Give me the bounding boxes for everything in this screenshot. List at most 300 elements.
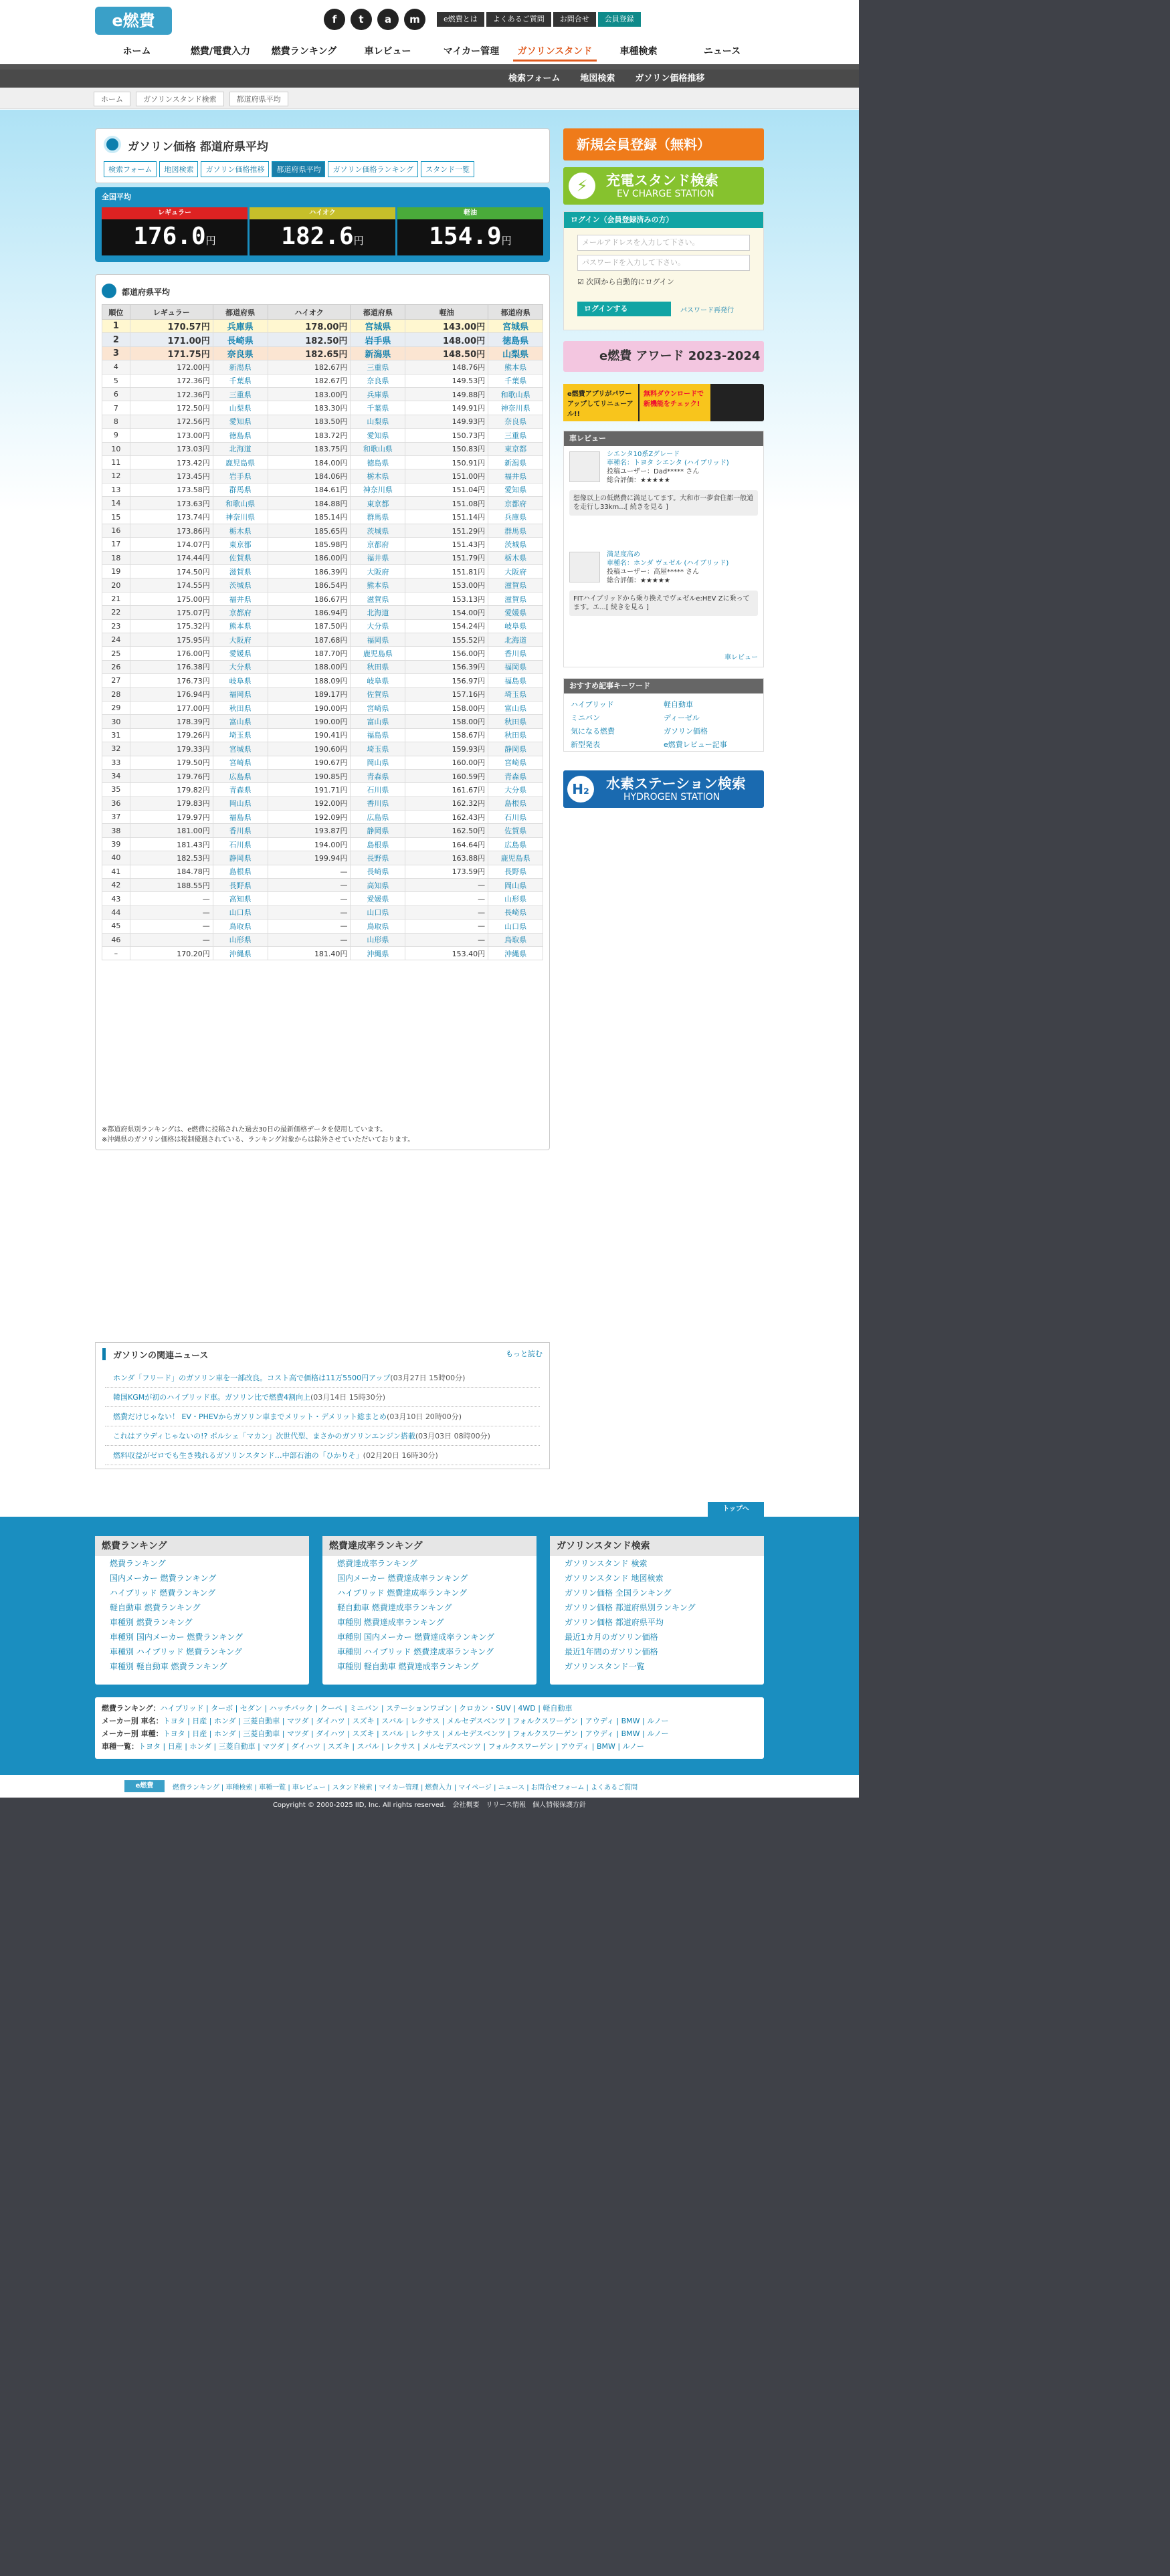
prefecture-cell[interactable]: 熊本県 — [213, 619, 268, 633]
price-cell: 186.54円 — [268, 578, 351, 592]
table-row — [102, 728, 543, 742]
prefecture-cell[interactable]: 愛媛県 — [213, 647, 268, 660]
rank-cell: 26 — [102, 660, 130, 673]
prefecture-cell[interactable]: 京都府 — [351, 538, 405, 551]
prefecture-cell[interactable]: 新潟県 — [488, 455, 543, 469]
prefecture-cell[interactable]: 秋田県 — [488, 715, 543, 728]
footer-link[interactable]: 車種別 軽自動車 燃費ランキング — [110, 1662, 227, 1671]
footer-link[interactable]: ガソリン価格 都道府県別ランキング — [565, 1603, 696, 1612]
news-item[interactable] — [105, 1388, 540, 1407]
breadcrumb-home[interactable]: ホーム — [94, 92, 130, 106]
subnav-map[interactable]: 地図検索 — [580, 74, 615, 84]
prefecture-cell[interactable]: 兵庫県 — [488, 510, 543, 524]
footer-logo[interactable]: e燃費 — [124, 1780, 165, 1792]
nav-home[interactable]: ホーム — [122, 46, 151, 57]
footer-link[interactable]: ガソリン価格 都道府県平均 — [565, 1618, 664, 1627]
table-row — [102, 687, 543, 701]
news-item[interactable] — [105, 1446, 540, 1465]
prefecture-cell[interactable]: 山口県 — [488, 920, 543, 933]
rank-cell: 33 — [102, 756, 130, 769]
review-item[interactable] — [564, 446, 763, 546]
prefecture-cell[interactable]: 熊本県 — [488, 360, 543, 374]
price-cell: 190.41円 — [268, 728, 351, 742]
prefecture-cell[interactable]: 新潟県 — [213, 360, 268, 374]
keyword-link[interactable]: 気になる燃費 — [571, 727, 615, 736]
news-headline[interactable]: 燃費だけじゃない！ EV・PHEVからガソリン車までメリット・デメリット総まとめ — [113, 1412, 387, 1421]
rank-cell: 7 — [102, 401, 130, 415]
nav-mycar[interactable]: マイカー管理 — [443, 46, 500, 57]
maker-row-links[interactable]: トヨタ | 日産 | ホンダ | 三菱自動車 | マツダ | ダイハツ | スズキ | スバル | レクサス | メルセデスベンツ | フォルクスワーゲン | アウディ | BMW | ルノー — [163, 1729, 669, 1738]
prefecture-cell[interactable]: 静岡県 — [213, 851, 268, 865]
app-renewal-text: e燃費アプリがパワーアップしてリニューアル!! — [563, 384, 638, 421]
hydrogen-banner[interactable] — [563, 770, 764, 808]
regular-unit: 円 — [205, 235, 216, 247]
footer-link[interactable]: 軽自動車 燃費ランキング — [110, 1603, 201, 1612]
prefecture-cell[interactable]: 宮城県 — [213, 742, 268, 756]
prefecture-cell[interactable]: 京都府 — [488, 497, 543, 510]
prefecture-cell[interactable]: 三重県 — [488, 429, 543, 442]
price-cell: 183.30円 — [268, 401, 351, 415]
prefecture-cell[interactable]: 長崎県 — [351, 865, 405, 878]
prefecture-cell[interactable]: 秋田県 — [351, 660, 405, 673]
nav-fuel-input[interactable]: 燃費/電費入力 — [190, 46, 251, 57]
award-banner[interactable]: e燃費 アワード 2023-2024 — [563, 341, 764, 372]
prefecture-cell[interactable]: 宮城県 — [488, 320, 543, 333]
high-label: ハイオク — [250, 207, 395, 219]
prefecture-cell[interactable]: 鳥取県 — [213, 920, 268, 933]
rank-cell: 39 — [102, 837, 130, 851]
keyword-link[interactable]: e燃費レビュー記事 — [664, 740, 727, 749]
price-cell: 158.00円 — [405, 715, 488, 728]
maker-row-links[interactable]: トヨタ | 日産 | ホンダ | 三菱自動車 | マツダ | ダイハツ | スズキ | スバル | レクサス | メルセデスベンツ | フォルクスワーゲン | アウディ | BMW | ルノー — [138, 1742, 644, 1751]
prefecture-cell[interactable]: 岩手県 — [351, 333, 405, 346]
subnav-price-trend[interactable]: ガソリン価格推移 — [635, 74, 705, 84]
prefecture-cell[interactable]: 青森県 — [213, 783, 268, 796]
prefecture-cell[interactable]: 埼玉県 — [213, 728, 268, 742]
prefecture-cell[interactable]: 三重県 — [213, 387, 268, 401]
price-cell: 153.13円 — [405, 592, 488, 605]
prefecture-cell[interactable]: 福岡県 — [213, 687, 268, 701]
prefecture-cell[interactable]: 鳥取県 — [488, 933, 543, 946]
keyword-link[interactable]: 新型発表 — [571, 740, 600, 749]
prefecture-cell[interactable]: 島根県 — [488, 796, 543, 810]
footer-link[interactable]: 車種別 軽自動車 燃費達成率ランキング — [337, 1662, 479, 1671]
rank-cell: 3 — [102, 346, 130, 360]
footer-link[interactable]: ガソリンスタンド一覧 — [565, 1662, 645, 1671]
prefecture-cell[interactable]: 滋賀県 — [351, 592, 405, 605]
table-row — [102, 920, 543, 933]
prefecture-cell[interactable]: 群馬県 — [351, 510, 405, 524]
avatar — [569, 552, 600, 582]
prefecture-cell[interactable]: 大阪府 — [213, 633, 268, 646]
prefecture-cell[interactable]: 沖縄県 — [351, 946, 405, 960]
contact-link[interactable]: お問合せ — [553, 12, 596, 27]
prefecture-cell[interactable]: 神奈川県 — [488, 401, 543, 415]
review-body[interactable]: 想像以上の低燃費に満足してます。大和市一夢食住都一般道を走行し33km...[ 続きを見る ] — [569, 490, 758, 516]
keyword-link[interactable]: 軽自動車 — [664, 700, 693, 709]
prefecture-cell[interactable]: 愛知県 — [213, 415, 268, 428]
prefecture-cell[interactable]: 徳島県 — [213, 429, 268, 442]
footer-link[interactable]: ハイブリッド 燃費ランキング — [110, 1588, 216, 1598]
price-cell: — — [130, 920, 213, 933]
review-car: 車種名：トヨタ シエンタ (ハイブリッド) — [607, 459, 729, 467]
prefecture-cell[interactable]: 茨城県 — [213, 578, 268, 592]
prefecture-cell[interactable]: 奈良県 — [488, 415, 543, 428]
prefecture-cell[interactable]: 千葉県 — [488, 374, 543, 387]
table-row — [102, 497, 543, 510]
prefecture-cell[interactable]: 徳島県 — [488, 333, 543, 346]
prefecture-cell[interactable]: 兵庫県 — [351, 387, 405, 401]
prefecture-cell[interactable]: 大阪府 — [488, 565, 543, 578]
register-banner[interactable]: 新規会員登録（無料） — [563, 128, 764, 160]
footer-link[interactable]: 燃費達成率ランキング — [337, 1559, 417, 1568]
prefecture-cell[interactable]: 鳥取県 — [351, 920, 405, 933]
prefecture-cell[interactable]: 山口県 — [213, 905, 268, 919]
tab-search-form[interactable]: 検索フォーム — [104, 161, 157, 177]
breadcrumb-gas[interactable]: ガソリンスタンド検索 — [136, 92, 224, 106]
price-cell: 157.16円 — [405, 687, 488, 701]
prefecture-cell[interactable]: 三重県 — [351, 360, 405, 374]
price-cell: 190.60円 — [268, 742, 351, 756]
prefecture-cell[interactable]: 山梨県 — [351, 415, 405, 428]
prefecture-cell[interactable]: 高知県 — [351, 879, 405, 892]
rank-cell: 30 — [102, 715, 130, 728]
prefecture-cell[interactable]: 岐阜県 — [488, 619, 543, 633]
prefecture-cell[interactable]: 静岡県 — [351, 824, 405, 837]
android-icon[interactable]: m — [404, 9, 425, 30]
prefecture-cell[interactable]: 東京都 — [351, 497, 405, 510]
footer-link[interactable]: 車種別 ハイブリッド 燃費達成率ランキング — [337, 1647, 494, 1656]
footer-link[interactable]: 最近1カ月のガソリン価格 — [565, 1632, 658, 1642]
news-item[interactable] — [105, 1426, 540, 1446]
prefecture-cell[interactable]: 秋田県 — [213, 701, 268, 714]
price-cell: 170.57円 — [130, 320, 213, 333]
prefecture-cell[interactable]: 京都府 — [213, 606, 268, 619]
prefecture-cell[interactable]: 神奈川県 — [351, 483, 405, 496]
tab-prefecture-average[interactable]: 都道府県平均 — [272, 161, 325, 177]
table-row — [102, 387, 543, 401]
rank-cell: 13 — [102, 483, 130, 496]
footer-link[interactable]: 車種別 国内メーカー 燃費ランキング — [110, 1632, 243, 1642]
prefecture-cell[interactable]: 大阪府 — [351, 565, 405, 578]
prefecture-cell[interactable]: 愛知県 — [488, 483, 543, 496]
footer-link[interactable]: ガソリン価格 全国ランキング — [565, 1588, 672, 1598]
prefecture-cell[interactable]: 富山県 — [351, 715, 405, 728]
prefecture-cell[interactable]: 茨城県 — [488, 538, 543, 551]
prefecture-cell[interactable]: 福岡県 — [488, 660, 543, 673]
subnav-search-form[interactable]: 検索フォーム — [508, 74, 561, 84]
faq-link[interactable]: よくあるご質問 — [486, 12, 551, 27]
tab-map[interactable]: 地図検索 — [159, 161, 198, 177]
prefecture-cell[interactable]: 神奈川県 — [213, 510, 268, 524]
nav-ranking[interactable]: 燃費ランキング — [271, 46, 337, 57]
prefecture-cell[interactable]: 群馬県 — [213, 483, 268, 496]
news-date: (02月20日 16時30分) — [363, 1451, 438, 1460]
prefecture-cell[interactable]: 東京都 — [488, 442, 543, 455]
prefecture-cell[interactable]: 山形県 — [213, 933, 268, 946]
prefecture-cell[interactable]: 愛媛県 — [488, 606, 543, 619]
prefecture-cell[interactable]: 大分県 — [351, 619, 405, 633]
keyword-link[interactable]: ディーゼル — [664, 714, 700, 722]
breadcrumb — [0, 88, 859, 109]
footer-col-heading: 燃費ランキング — [95, 1536, 309, 1556]
price-cell: 158.67円 — [405, 728, 488, 742]
footer-link[interactable]: 車種別 燃費ランキング — [110, 1618, 193, 1627]
maker-row-links[interactable]: トヨタ | 日産 | ホンダ | 三菱自動車 | マツダ | ダイハツ | スズキ | スバル | レクサス | メルセデスベンツ | フォルクスワーゲン | アウディ | BMW | ルノー — [163, 1717, 669, 1725]
prefecture-cell[interactable]: 沖縄県 — [488, 946, 543, 960]
prefecture-cell[interactable]: 島根県 — [213, 865, 268, 878]
prefecture-cell[interactable]: 北海道 — [213, 442, 268, 455]
prefecture-cell[interactable]: 宮崎県 — [488, 756, 543, 769]
prefecture-cell[interactable]: 岡山県 — [351, 756, 405, 769]
prefecture-cell[interactable]: 滋賀県 — [213, 565, 268, 578]
footer-link[interactable]: ハイブリッド 燃費達成率ランキング — [337, 1588, 468, 1598]
prefecture-cell[interactable]: 千葉県 — [213, 374, 268, 387]
prefecture-cell[interactable]: 滋賀県 — [488, 592, 543, 605]
prefecture-cell[interactable]: 佐賀県 — [213, 551, 268, 564]
prefecture-cell[interactable]: 岡山県 — [488, 879, 543, 892]
prefecture-cell[interactable]: 栃木県 — [213, 524, 268, 537]
prefecture-cell[interactable]: 埼玉県 — [351, 742, 405, 756]
footer-link[interactable]: 車種別 燃費達成率ランキング — [337, 1618, 444, 1627]
prefecture-cell[interactable]: 広島県 — [488, 837, 543, 851]
prefecture-cell[interactable]: 奈良県 — [213, 346, 268, 360]
prefecture-cell[interactable]: 福島県 — [488, 674, 543, 687]
prefecture-cell[interactable]: 岐阜県 — [213, 674, 268, 687]
charge-title: 充電スタンド検索 — [606, 173, 718, 189]
price-cell: 151.00円 — [405, 469, 488, 483]
prefecture-cell[interactable]: 静岡県 — [488, 742, 543, 756]
prefecture-cell[interactable]: 山形県 — [488, 892, 543, 905]
prefecture-cell[interactable]: 山形県 — [351, 933, 405, 946]
prefecture-cell[interactable]: 新潟県 — [351, 346, 405, 360]
prefecture-cell[interactable]: 栃木県 — [488, 551, 543, 564]
keyword-link[interactable]: ミニバン — [571, 714, 600, 722]
price-cell: 178.00円 — [268, 320, 351, 333]
prefecture-cell[interactable]: 福井県 — [351, 551, 405, 564]
prefecture-cell[interactable]: 茨城県 — [351, 524, 405, 537]
nav-review[interactable]: 車レビュー — [364, 46, 411, 57]
prefecture-cell[interactable]: 長野県 — [488, 865, 543, 878]
tab-price-trend[interactable]: ガソリン価格推移 — [201, 161, 269, 177]
price-cell: 192.09円 — [268, 811, 351, 824]
price-cell: 190.00円 — [268, 701, 351, 714]
prefecture-cell[interactable]: 鹿児島県 — [213, 455, 268, 469]
price-cell: 151.79円 — [405, 551, 488, 564]
news-more-link[interactable]: もっと読む — [506, 1350, 543, 1358]
maker-row-links[interactable]: ハイブリッド | ターボ | セダン | ハッチバック | クーペ | ミニバン | ステーションワゴン | クロカン・SUV | 4WD | 軽自動車 — [160, 1704, 573, 1713]
nav-gas-station[interactable]: ガソリンスタンド — [513, 41, 597, 62]
keyword-link[interactable]: ハイブリッド — [571, 700, 614, 709]
prefecture-cell[interactable]: 富山県 — [488, 701, 543, 714]
price-cell: 175.32円 — [130, 619, 213, 633]
nav-car-search[interactable]: 車種検索 — [619, 46, 658, 57]
news-headline[interactable]: ホンダ「フリード」のガソリン車を一部改良。コスト高で価格は11万5500円アップ — [113, 1374, 391, 1382]
prefecture-cell[interactable]: 石川県 — [351, 783, 405, 796]
news-item[interactable] — [105, 1368, 540, 1388]
prefecture-cell[interactable]: 群馬県 — [488, 524, 543, 537]
table-row — [102, 320, 543, 333]
price-cell: 174.50円 — [130, 565, 213, 578]
prefecture-cell[interactable]: 岡山県 — [213, 796, 268, 810]
maker-row — [102, 1741, 757, 1751]
prefecture-cell[interactable]: 山梨県 — [213, 401, 268, 415]
prefecture-cell[interactable]: 奈良県 — [351, 374, 405, 387]
footer-links[interactable]: 燃費ランキング | 車種検索 | 車種一覧 | 車レビュー | スタンド検索 | マイカー管理 | 燃費入力 | マイページ | ニュース | お問合せフォーム | よくあるご質問 — [173, 1784, 638, 1792]
prefecture-cell[interactable]: 石川県 — [488, 811, 543, 824]
price-cell: 173.74円 — [130, 510, 213, 524]
news-headline[interactable]: これはアウディじゃないの!? ポルシェ「マカン」次世代型、まさかのガソリンエンジン搭載 — [113, 1432, 415, 1440]
prefecture-cell[interactable]: 長野県 — [213, 879, 268, 892]
maker-row-label: 燃費ランキング： — [102, 1704, 161, 1713]
about-link[interactable]: e燃費とは — [437, 12, 484, 27]
prefecture-cell[interactable]: 秋田県 — [488, 728, 543, 742]
footer-link[interactable]: 燃費ランキング — [110, 1559, 166, 1568]
review-item[interactable] — [564, 546, 763, 647]
review-body[interactable]: FITハイブリッドから乗り換えでヴェゼルe:HEV Zに乗ってます。エ...[ 続きを見る ] — [569, 591, 758, 616]
footer-link[interactable]: ガソリンスタンド 地図検索 — [565, 1574, 664, 1583]
apple-icon[interactable]: a — [377, 9, 399, 30]
nav-news[interactable]: ニュース — [703, 46, 741, 57]
app-banner[interactable] — [563, 384, 764, 421]
prefecture-cell[interactable]: 東京都 — [213, 538, 268, 551]
prefecture-cell[interactable]: 長崎県 — [213, 333, 268, 346]
prefecture-cell[interactable]: 岩手県 — [213, 469, 268, 483]
prefecture-cell[interactable]: 北海道 — [488, 633, 543, 646]
price-cell: 148.00円 — [405, 333, 488, 346]
prefecture-cell[interactable]: 青森県 — [488, 769, 543, 782]
prefecture-cell[interactable]: 福岡県 — [351, 633, 405, 646]
prefecture-cell[interactable]: 千葉県 — [351, 401, 405, 415]
prefecture-cell[interactable]: 北海道 — [351, 606, 405, 619]
review-more-link[interactable]: 車レビュー — [724, 654, 758, 661]
prefecture-cell[interactable]: 広島県 — [351, 811, 405, 824]
price-cell: 173.00円 — [130, 429, 213, 442]
review-title[interactable]: 満足度高め — [607, 551, 640, 558]
price-cell: 156.39円 — [405, 660, 488, 673]
review-title[interactable]: シエンタ10系Zグレード — [607, 451, 680, 458]
prefecture-cell[interactable]: 香川県 — [488, 647, 543, 660]
column-header: ハイオク — [268, 305, 351, 320]
prefecture-cell[interactable]: 宮崎県 — [351, 701, 405, 714]
prefecture-cell[interactable]: 宮城県 — [351, 320, 405, 333]
login-button[interactable]: ログインする — [577, 302, 671, 316]
footer-maker-links — [95, 1697, 764, 1759]
prefecture-cell[interactable]: 和歌山県 — [351, 442, 405, 455]
column-header: レギュラー — [130, 305, 213, 320]
prefecture-cell[interactable]: 広島県 — [213, 769, 268, 782]
prefecture-cell[interactable]: 山口県 — [351, 905, 405, 919]
email-input[interactable]: メールアドレスを入力して下さい。 — [577, 235, 750, 251]
table-row — [102, 933, 543, 946]
footer-link[interactable]: 車種別 国内メーカー 燃費達成率ランキング — [337, 1632, 495, 1642]
prefecture-cell[interactable]: 高知県 — [213, 892, 268, 905]
rank-cell: 6 — [102, 387, 130, 401]
prefecture-cell[interactable]: 和歌山県 — [213, 497, 268, 510]
prefecture-cell[interactable]: 徳島県 — [351, 455, 405, 469]
keyword-link[interactable]: ガソリン価格 — [664, 727, 708, 736]
prefecture-cell[interactable]: 青森県 — [351, 769, 405, 782]
news-item[interactable] — [105, 1407, 540, 1426]
auto-login-checkbox[interactable]: ☑ 次回から自動的にログイン — [577, 278, 674, 286]
price-cell: 151.04円 — [405, 483, 488, 496]
footer-col-heading: ガソリンスタンド検索 — [550, 1536, 764, 1556]
column-header: 順位 — [102, 305, 130, 320]
prefecture-cell[interactable]: 鹿児島県 — [488, 851, 543, 865]
footer-link[interactable]: 車種別 ハイブリッド 燃費ランキング — [110, 1647, 242, 1656]
footer-link[interactable]: 軽自動車 燃費達成率ランキング — [337, 1603, 452, 1612]
to-top-button[interactable]: トップへ — [708, 1502, 764, 1517]
prefecture-cell[interactable]: 佐賀県 — [351, 687, 405, 701]
prefecture-cell[interactable]: 埼玉県 — [488, 687, 543, 701]
prefecture-cell[interactable]: 福井県 — [213, 592, 268, 605]
price-cell: 173.42円 — [130, 455, 213, 469]
prefecture-cell[interactable]: 福島県 — [351, 728, 405, 742]
facebook-icon[interactable]: f — [324, 9, 345, 30]
price-cell: 172.36円 — [130, 387, 213, 401]
register-link[interactable]: 会員登録 — [598, 12, 641, 27]
prefecture-cell[interactable]: 長野県 — [351, 851, 405, 865]
news-headline[interactable]: 燃料収益がゼロでも生き残れるガソリンスタンド…中部石油の「ひかりそ」 — [113, 1451, 363, 1460]
prefecture-cell[interactable]: 佐賀県 — [488, 824, 543, 837]
regular-label: レギュラー — [102, 207, 248, 219]
prefecture-cell[interactable]: 鹿児島県 — [351, 647, 405, 660]
prefecture-cell[interactable]: 岐阜県 — [351, 674, 405, 687]
prefecture-cell[interactable]: 愛媛県 — [351, 892, 405, 905]
prefecture-cell[interactable]: 熊本県 — [351, 578, 405, 592]
prefecture-cell[interactable]: 香川県 — [351, 796, 405, 810]
password-input[interactable]: パスワードを入力して下さい。 — [577, 255, 750, 271]
price-cell: — — [130, 933, 213, 946]
tab-price-ranking[interactable]: ガソリン価格ランキング — [328, 161, 418, 177]
prefecture-cell[interactable]: 愛知県 — [351, 429, 405, 442]
charge-station-banner[interactable] — [563, 167, 764, 205]
table-row — [102, 538, 543, 551]
prefecture-cell[interactable]: 滋賀県 — [488, 578, 543, 592]
prefecture-cell[interactable]: 福島県 — [213, 811, 268, 824]
prefecture-cell[interactable]: 兵庫県 — [213, 320, 268, 333]
price-cell: 186.00円 — [268, 551, 351, 564]
footer-link[interactable]: 最近1年間のガソリン価格 — [565, 1647, 658, 1656]
footer-link[interactable]: ガソリンスタンド 検索 — [565, 1559, 648, 1568]
prefecture-cell[interactable]: 栃木県 — [351, 469, 405, 483]
table-row — [102, 429, 543, 442]
prefecture-cell[interactable]: 宮崎県 — [213, 756, 268, 769]
prefecture-cell[interactable]: 福井県 — [488, 469, 543, 483]
footer-link[interactable]: 国内メーカー 燃費達成率ランキング — [337, 1574, 468, 1583]
prefecture-cell[interactable]: 沖縄県 — [213, 946, 268, 960]
twitter-icon[interactable]: t — [351, 9, 372, 30]
forgot-password-link[interactable]: パスワード再発行 — [680, 307, 734, 314]
prefecture-cell[interactable]: 大分県 — [488, 783, 543, 796]
prefecture-cell[interactable]: 石川県 — [213, 837, 268, 851]
footer-link[interactable]: 国内メーカー 燃費ランキング — [110, 1574, 217, 1583]
news-headline[interactable]: 韓国KGMが初のハイブリッド車。ガソリン比で燃費4割向上 — [113, 1393, 311, 1402]
table-row — [102, 633, 543, 646]
site-logo[interactable]: e燃費 — [95, 7, 172, 35]
prefecture-cell[interactable]: 香川県 — [213, 824, 268, 837]
tab-station-list[interactable]: スタンド一覧 — [421, 161, 474, 177]
prefecture-cell[interactable]: 長崎県 — [488, 905, 543, 919]
price-cell: 179.33円 — [130, 742, 213, 756]
prefecture-cell[interactable]: 山梨県 — [488, 346, 543, 360]
prefecture-cell[interactable]: 大分県 — [213, 660, 268, 673]
prefecture-cell[interactable]: 富山県 — [213, 715, 268, 728]
price-cell: 172.50円 — [130, 401, 213, 415]
prefecture-cell[interactable]: 和歌山県 — [488, 387, 543, 401]
news-date: (03月14日 15時30分) — [310, 1393, 386, 1402]
prefecture-cell[interactable]: 島根県 — [351, 837, 405, 851]
